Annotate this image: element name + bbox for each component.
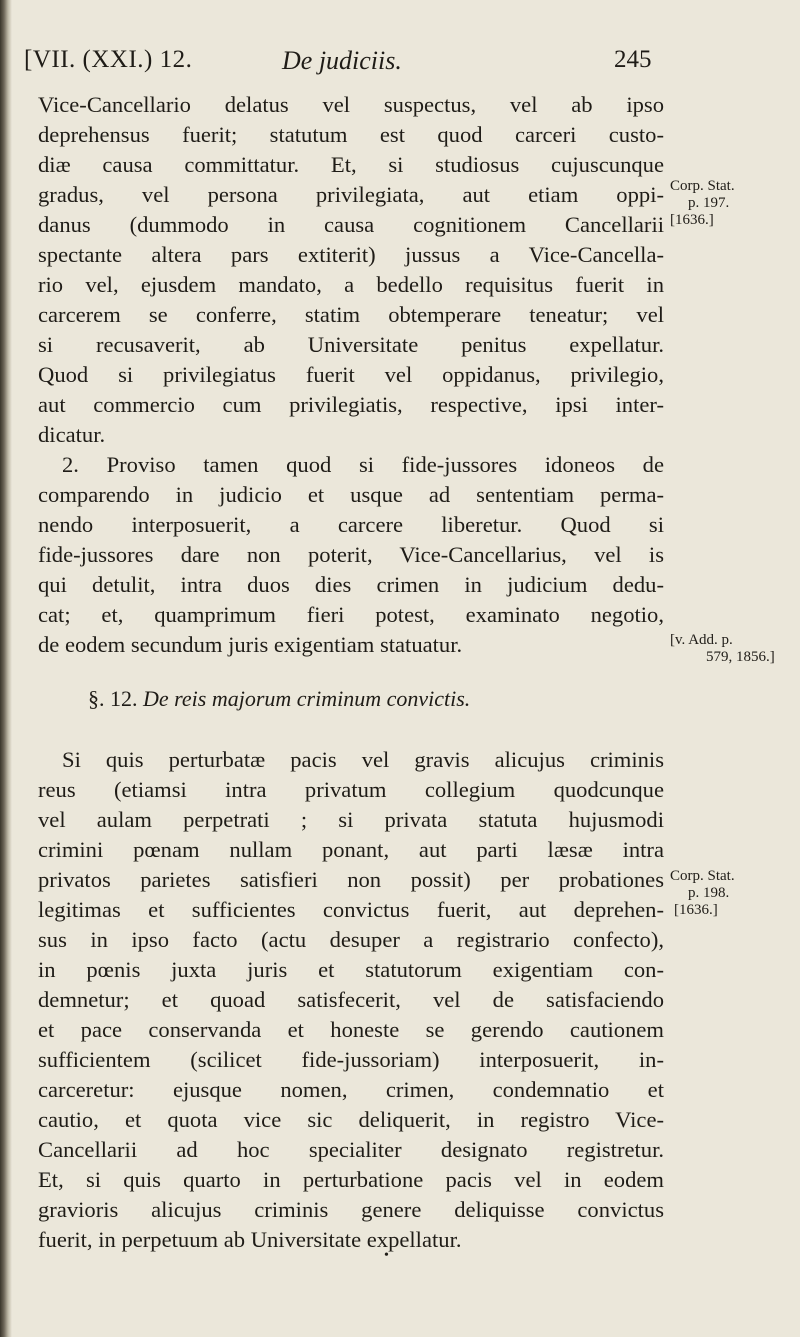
text-line: in pœnis juxta juris et statutorum exigentiam con- bbox=[38, 957, 664, 982]
margin-note-line: 579, 1856.] bbox=[706, 649, 775, 665]
section-reference: [VII. (XXI.) 12. bbox=[24, 46, 193, 73]
text-line: cautio, et quota vice sic deliquerit, in registro Vice- bbox=[38, 1107, 664, 1132]
text-line: danus (dummodo in causa cognitionem Cancellarii bbox=[38, 212, 664, 237]
running-header bbox=[24, 46, 764, 82]
text-line: de eodem secundum juris exigentiam statuatur. bbox=[38, 632, 463, 657]
text-line: et pace conservanda et honeste se gerendo cautionem bbox=[38, 1017, 664, 1042]
section-title: De reis majorum criminum convictis. bbox=[143, 686, 471, 711]
text-line: dicatur. bbox=[38, 422, 106, 447]
text-line: gradus, vel persona privilegiata, aut etiam oppi- bbox=[38, 182, 664, 207]
text-line: Cancellarii ad hoc specialiter designato registretur. bbox=[38, 1137, 664, 1162]
margin-note-addenda bbox=[670, 632, 798, 666]
text-line: Vice-Cancellario delatus vel suspectus, vel ab ipso bbox=[38, 92, 664, 117]
running-title: De judiciis. bbox=[282, 46, 402, 75]
margin-note-corp-stat bbox=[670, 868, 798, 919]
end-marker: • bbox=[384, 1248, 389, 1263]
text-line: diæ causa committatur. Et, si studiosus cujuscunque bbox=[38, 152, 664, 177]
text-line: legitimas et sufficientes convictus fuerit, aut deprehen- bbox=[38, 897, 664, 922]
text-line: qui detulit, intra duos dies crimen in judicium dedu- bbox=[38, 572, 664, 597]
text-line: fide-jussores dare non poterit, Vice-Cancellarius, vel is bbox=[38, 542, 664, 567]
text-line: demnetur; et quoad satisfecerit, vel de satisfaciendo bbox=[38, 987, 664, 1012]
margin-note-line: [1636.] bbox=[670, 212, 714, 228]
text-line: nendo interposuerit, a carcere liberetur. Quod si bbox=[38, 512, 664, 537]
text-line: aut commercio cum privilegiatis, respective, ipsi inter- bbox=[38, 392, 664, 417]
text-line: spectante altera pars extiterit) jussus a Vice-Cancella- bbox=[38, 242, 664, 267]
page-number: 245 bbox=[614, 46, 652, 73]
text-line: comparendo in judicio et usque ad sententiam perma- bbox=[38, 482, 664, 507]
text-line: deprehensus fuerit; statutum est quod carceri custo- bbox=[38, 122, 664, 147]
text-line: gravioris alicujus criminis genere deliquisse convictus bbox=[38, 1197, 664, 1222]
text-line: rio vel, ejusdem mandato, a bedello requisitus fuerit in bbox=[38, 272, 664, 297]
section-heading bbox=[88, 686, 470, 712]
margin-note-line: [1636.] bbox=[674, 902, 718, 918]
text-line: 2. Proviso tamen quod si fide-jussores idoneos de bbox=[62, 452, 664, 477]
text-line: sufficientem (scilicet fide-jussoriam) interposuerit, in- bbox=[38, 1047, 664, 1072]
text-line: Si quis perturbatæ pacis vel gravis alicujus criminis bbox=[62, 747, 664, 772]
margin-note-corp-stat bbox=[670, 178, 798, 229]
text-line: sus in ipso facto (actu desuper a registrario confecto), bbox=[38, 927, 664, 952]
text-line: privatos parietes satisfieri non possit) per probationes bbox=[38, 867, 664, 892]
margin-note-line: p. 198. bbox=[688, 885, 730, 901]
margin-note-line: Corp. Stat. bbox=[670, 868, 735, 884]
text-line: cat; et, quamprimum fieri potest, examinato negotio, bbox=[38, 602, 664, 627]
text-line: crimini pœnam nullam ponant, aut parti læsæ intra bbox=[38, 837, 664, 862]
margin-note-line: p. 197. bbox=[688, 195, 730, 211]
text-line: si recusaverit, ab Universitate penitus expellatur. bbox=[38, 332, 664, 357]
margin-note-line: [v. Add. p. bbox=[670, 632, 733, 648]
binding-gutter bbox=[0, 0, 12, 1337]
text-line: carceretur: ejusque nomen, crimen, condemnatio et bbox=[38, 1077, 664, 1102]
text-line: reus (etiamsi intra privatum collegium quodcunque bbox=[38, 777, 664, 802]
text-line: Et, si quis quarto in perturbatione pacis vel in eodem bbox=[38, 1167, 664, 1192]
text-line: fuerit, in perpetuum ab Universitate expellatur. bbox=[38, 1227, 462, 1252]
text-line: Quod si privilegiatus fuerit vel oppidanus, privilegio, bbox=[38, 362, 664, 387]
section-mark: §. 12. bbox=[88, 686, 138, 711]
text-line: carcerem se conferre, statim obtemperare teneatur; vel bbox=[38, 302, 664, 327]
text-line: vel aulam perpetrati ; si privata statuta hujusmodi bbox=[38, 807, 664, 832]
margin-note-line: Corp. Stat. bbox=[670, 178, 735, 194]
